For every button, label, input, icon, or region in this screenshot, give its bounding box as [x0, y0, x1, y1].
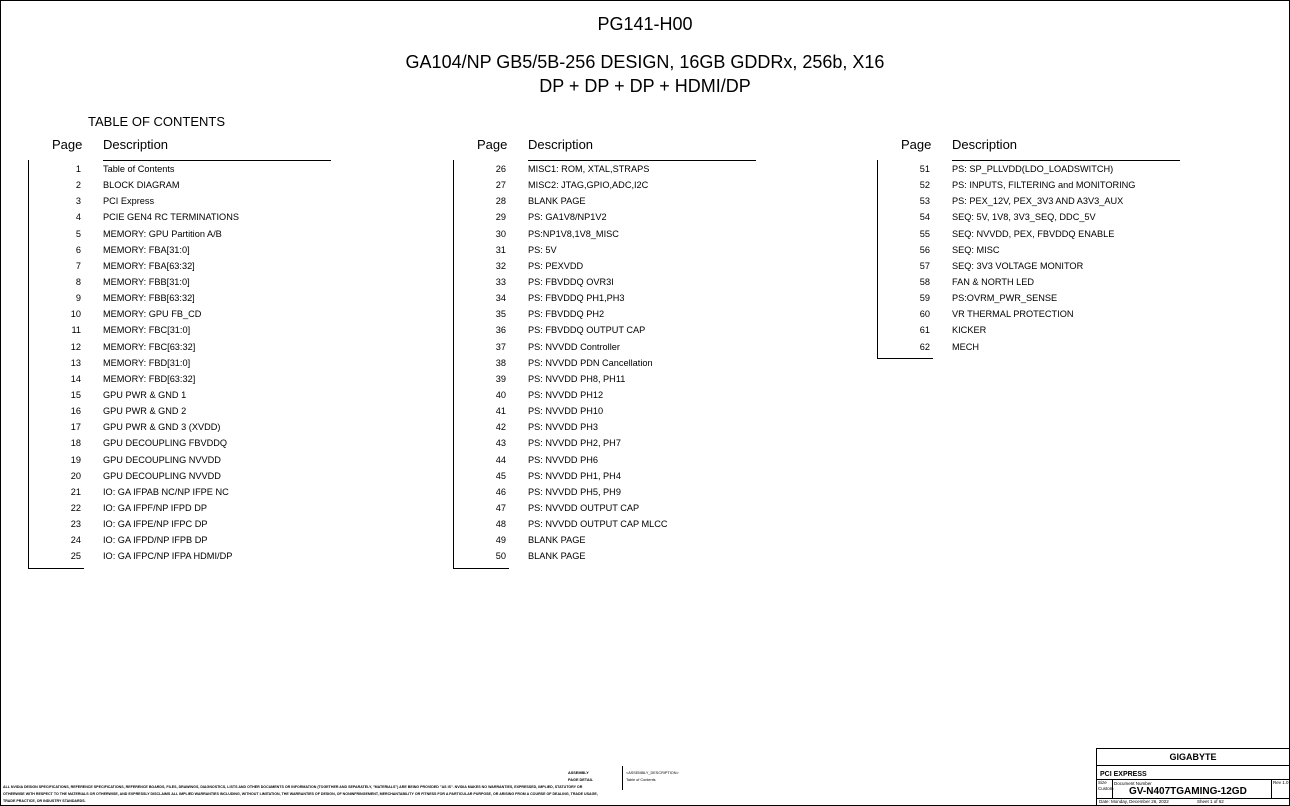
toc-description: PS: NVVDD PDN Cancellation [528, 357, 653, 368]
toc-heading: TABLE OF CONTENTS [88, 114, 225, 129]
toc-description: GPU DECOUPLING NVVDD [103, 470, 221, 481]
toc-description: GPU DECOUPLING FBVDDQ [103, 438, 228, 449]
toc-description: MEMORY: FBD[63:32] [103, 373, 196, 384]
toc-row [28, 532, 358, 548]
toc-row [28, 322, 358, 338]
toc-page-number: 9 [75, 293, 81, 304]
toc-description: MEMORY: FBB[63:32] [103, 293, 195, 304]
page-column-header: Page [477, 137, 508, 152]
description-column-header: Description [528, 137, 594, 152]
toc-page-number: 40 [495, 389, 506, 400]
description-column-header: Description [952, 137, 1018, 152]
toc-row [453, 500, 783, 516]
toc-row [28, 516, 358, 532]
toc-description: PS: NVVDD PH12 [528, 389, 604, 400]
toc-row [453, 484, 783, 500]
toc-page-number: 14 [70, 373, 81, 384]
toc-description: FAN & NORTH LED [952, 276, 1035, 287]
outputs-subtitle: DP + DP + DP + HDMI/DP [539, 76, 751, 96]
toc-page-number: 26 [495, 164, 506, 174]
design-subtitle: GA104/NP GB5/5B-256 DESIGN, 16GB GDDRx, 256b, X16 [405, 52, 885, 72]
toc-page-number: 55 [919, 228, 930, 239]
toc-page-number: 20 [70, 470, 81, 481]
toc-row [28, 193, 358, 209]
toc-description: PS: NVVDD PH6 [528, 454, 598, 465]
toc-description: SEQ: NVVDD, PEX, FBVDDQ ENABLE [952, 228, 1115, 239]
toc-description: GPU PWR & GND 1 [103, 389, 187, 400]
toc-row [877, 177, 1207, 193]
toc-description: MEMORY: FBA[31:0] [103, 244, 190, 255]
title-block-daterow [1097, 798, 1289, 805]
toc-row [877, 258, 1207, 274]
toc-description: KICKER [952, 325, 987, 336]
toc-row [877, 226, 1207, 242]
toc-page-number: 21 [70, 486, 81, 497]
toc-description: IO: GA IFPF/NP IFPD DP [103, 502, 207, 513]
toc-row [453, 339, 783, 355]
toc-description: PS: NVVDD PH5, PH9 [528, 486, 621, 497]
toc-row [453, 242, 783, 258]
toc-description: IO: GA IFPD/NP IFPB DP [103, 535, 208, 546]
toc-column-header [877, 135, 1207, 159]
toc-row [28, 355, 358, 371]
toc-description: Table of Contents [103, 164, 175, 174]
toc-page-number: 16 [70, 406, 81, 417]
toc-page-number: 23 [70, 519, 81, 530]
toc-page-number: 6 [75, 244, 81, 255]
toc-description: PS: NVVDD PH1, PH4 [528, 470, 621, 481]
docnum-label: Document Number [1114, 781, 1152, 786]
toc-description: PS: NVVDD PH3 [528, 422, 598, 433]
toc-description: PS: NVVDD Controller [528, 341, 620, 352]
toc-description: PS: FBVDDQ OUTPUT CAP [528, 325, 646, 336]
toc-row [877, 322, 1207, 338]
toc-page-number: 39 [495, 373, 506, 384]
toc-row [877, 339, 1207, 355]
toc-description: MEMORY: FBC[63:32] [103, 341, 196, 352]
toc-row [28, 242, 358, 258]
toc-description: PS: GA1V8/NP1V2 [528, 212, 607, 223]
title-block-title-text: PCI EXPRESS [1100, 771, 1147, 778]
toc-row [877, 306, 1207, 322]
toc-description: PS: INPUTS, FILTERING and MONITORING [952, 180, 1136, 191]
toc-page-number: 7 [75, 260, 81, 271]
toc-description: SEQ: 3V3 VOLTAGE MONITOR [952, 260, 1084, 271]
toc-row [453, 306, 783, 322]
toc-page-number: 19 [70, 454, 81, 465]
toc-page-number: 34 [495, 293, 506, 304]
toc-description: MEMORY: FBD[31:0] [103, 357, 191, 368]
toc-row [453, 258, 783, 274]
toc-description: MISC1: ROM, XTAL,STRAPS [528, 164, 650, 174]
toc-row [453, 387, 783, 403]
toc-row [453, 209, 783, 225]
toc-description: PCI Express [103, 196, 155, 207]
toc-page-number: 2 [75, 180, 81, 191]
toc-page-number: 57 [919, 260, 930, 271]
toc-page-number: 30 [495, 228, 506, 239]
toc-page-number: 22 [70, 502, 81, 513]
toc-row [28, 435, 358, 451]
toc-description: BLANK PAGE [528, 535, 586, 546]
toc-page-number: 13 [70, 357, 81, 368]
toc-page-number: 60 [919, 309, 930, 320]
toc-page-number: 18 [70, 438, 81, 449]
title-block-docrow [1097, 780, 1289, 799]
toc-page-number: 27 [495, 180, 506, 191]
toc-row [28, 387, 358, 403]
toc-row [28, 403, 358, 419]
toc-row [28, 258, 358, 274]
size-cell: Size Custom [1097, 780, 1113, 798]
toc-description: PS: NVVDD PH8, PH11 [528, 373, 626, 384]
title-block-title [1097, 765, 1289, 780]
toc-description: MEMORY: GPU Partition A/B [103, 228, 222, 239]
toc-description: MEMORY: FBA[63:32] [103, 260, 195, 271]
toc-column-header [28, 135, 358, 159]
toc-page-number: 38 [495, 357, 506, 368]
toc-row [28, 290, 358, 306]
description-column-header: Description [103, 137, 169, 152]
toc-description: MISC2: JTAG,GPIO,ADC,I2C [528, 180, 649, 191]
toc-row [28, 306, 358, 322]
toc-page-number: 48 [495, 519, 506, 530]
toc-row [877, 274, 1207, 290]
toc-description: BLANK PAGE [528, 196, 586, 207]
toc-description: PS: NVVDD PH10 [528, 406, 604, 417]
legal-disclaimer: ALL NVIDIA DESIGN SPECIFICATIONS, REFERENCE SPECIFICATIONS, REFERENCE BOARDS, FILES, DRAWINGS, DIAGNOSTICS, LISTS AND OTHER DOCUMENTS OR INFORMATION (TOGETHER AND SEPARATELY, "MATERIALS") ARE BEING PROVIDED "AS IS". NVIDIA MAKES NO WARRANTIES, EXPRESSED, IMPLIED, STATUTORY OR OTHERWISE WITH RESPECT TO THE MATERIALS OR OTHERWISE, AND EXPRESSLY DISCLAIMS ALL IMPLIED WARRANTIES INCLUDING, WITHOUT LIMITATION, THE WARRANTIES OF DESIGN, OF NONINFRINGEMENT, MERCHANTABILITY OR FITNESS FOR A PARTICULAR PURPOSE, OR ARISING FROM A COURSE OF DEALING, TRADE USAGE, TRADE PRACTICE, OR INDUSTRY STANDARDS. [3, 785, 598, 803]
toc-row [453, 177, 783, 193]
toc-description: GPU PWR & GND 3 (XVDD) [103, 422, 221, 433]
toc-page-number: 62 [919, 341, 930, 352]
toc-row [28, 161, 358, 177]
page-detail-label: PAGE DETAIL [568, 778, 593, 782]
toc-description: MEMORY: FBC[31:0] [103, 325, 191, 336]
toc-page-number: 15 [70, 389, 81, 400]
assembly-labels [568, 770, 593, 784]
toc-page-number: 46 [495, 486, 506, 497]
toc-row [453, 161, 783, 177]
toc-row [453, 355, 783, 371]
toc-page-number: 10 [70, 309, 81, 320]
toc-page-number: 5 [75, 228, 81, 239]
toc-row [28, 209, 358, 225]
toc-description: IO: GA IFPC/NP IFPA HDMI/DP [103, 551, 233, 562]
page-column-header: Page [901, 137, 932, 152]
toc-page-number: 35 [495, 309, 506, 320]
toc-page-number: 52 [919, 180, 930, 191]
toc-page-number: 58 [919, 276, 930, 287]
assembly-label: ASSEMBLY [568, 771, 589, 775]
toc-page-number: 45 [495, 470, 506, 481]
toc-description: IO: GA IFPE/NP IFPC DP [103, 519, 208, 530]
toc-page-number: 4 [75, 212, 81, 223]
toc-page-number: 24 [70, 535, 81, 546]
toc-page-number: 53 [919, 196, 930, 207]
toc-page-number: 11 [71, 325, 81, 336]
toc-row [453, 322, 783, 338]
toc-description: PS: NVVDD PH2, PH7 [528, 438, 621, 449]
page-column-header: Page [52, 137, 83, 152]
toc-page-number: 56 [919, 244, 930, 255]
toc-description: BLOCK DIAGRAM [103, 180, 180, 191]
toc-description: MEMORY: GPU FB_CD [103, 309, 202, 320]
toc-description: PS:OVRM_PWR_SENSE [952, 293, 1058, 304]
toc-row [28, 226, 358, 242]
toc-page-number: 59 [919, 293, 930, 304]
toc-page-number: 12 [70, 341, 81, 352]
rev-cell: Rev 1.0 [1271, 780, 1289, 798]
toc-row [877, 161, 1207, 177]
toc-description: MEMORY: FBB[31:0] [103, 276, 190, 287]
toc-page-number: 47 [495, 502, 506, 513]
assembly-values [626, 770, 679, 784]
toc-list [877, 161, 1207, 355]
toc-page-number: 25 [70, 551, 81, 562]
toc-list [453, 161, 783, 565]
toc-page-number: 33 [495, 276, 506, 287]
toc-column-2 [453, 135, 783, 562]
toc-description: PS: FBVDDQ PH1,PH3 [528, 293, 625, 304]
toc-row [28, 500, 358, 516]
toc-description: MECH [952, 341, 980, 352]
toc-row [453, 468, 783, 484]
toc-row [453, 403, 783, 419]
toc-page-number: 54 [919, 212, 930, 223]
toc-page-number: 41 [495, 406, 506, 417]
toc-column-header [453, 135, 783, 159]
title-block [1096, 748, 1290, 806]
toc-page-number: 37 [495, 341, 506, 352]
toc-description: GPU DECOUPLING NVVDD [103, 454, 221, 465]
toc-description: PS: NVVDD OUTPUT CAP [528, 502, 640, 513]
toc-row [28, 339, 358, 355]
toc-description: PS: PEXVDD [528, 260, 584, 271]
toc-page-number: 17 [70, 422, 81, 433]
page-detail-value: Table of Contents [626, 778, 656, 782]
toc-row [28, 484, 358, 500]
toc-row [453, 548, 783, 564]
toc-description: PS: FBVDDQ OVR3I [528, 276, 614, 287]
toc-page-number: 50 [495, 551, 506, 562]
sheet-text: Sheet 1 of 62 [1197, 799, 1224, 804]
date-text: Date: Monday, December 26, 2022 [1099, 799, 1169, 804]
toc-row [453, 371, 783, 387]
toc-row [453, 532, 783, 548]
toc-list [28, 161, 358, 565]
toc-row [28, 419, 358, 435]
toc-row [877, 242, 1207, 258]
toc-page-number: 61 [919, 325, 930, 336]
toc-page-number: 36 [495, 325, 506, 336]
toc-description: PS: 5V [528, 244, 557, 255]
toc-row [877, 193, 1207, 209]
toc-column-3 [877, 135, 1207, 352]
toc-page-number: 42 [495, 422, 506, 433]
toc-row [453, 193, 783, 209]
assembly-value: <ASSEMBLY_DESCRIPTION> [626, 771, 679, 775]
toc-row [28, 548, 358, 564]
toc-page-number: 3 [75, 196, 81, 207]
toc-description: BLANK PAGE [528, 551, 586, 562]
toc-row [28, 274, 358, 290]
toc-row [28, 371, 358, 387]
toc-page-number: 51 [919, 164, 930, 174]
toc-description: PS: FBVDDQ PH2 [528, 309, 605, 320]
toc-row [877, 209, 1207, 225]
toc-page-number: 43 [495, 438, 506, 449]
toc-description: SEQ: 5V, 1V8, 3V3_SEQ, DDC_5V [952, 212, 1096, 223]
toc-description: SEQ: MISC [952, 244, 1000, 255]
toc-row [453, 226, 783, 242]
toc-row [453, 274, 783, 290]
toc-row [453, 435, 783, 451]
toc-page-number: 1 [75, 164, 81, 174]
toc-page-number: 29 [495, 212, 506, 223]
document-number: GV-N407TGAMING-12GD [1129, 786, 1247, 797]
toc-description: PS:NP1V8,1V8_MISC [528, 228, 619, 239]
toc-row [453, 290, 783, 306]
toc-description: PS: NVVDD OUTPUT CAP MLCC [528, 519, 668, 530]
toc-row [453, 419, 783, 435]
toc-row [28, 452, 358, 468]
assembly-divider [622, 766, 623, 790]
toc-page-number: 28 [495, 196, 506, 207]
toc-description: PS: SP_PLLVDD(LDO_LOADSWITCH) [952, 164, 1114, 174]
page-title: PG141-H00 [597, 14, 693, 34]
toc-description: GPU PWR & GND 2 [103, 406, 187, 417]
toc-description: VR THERMAL PROTECTION [952, 309, 1074, 320]
toc-page-number: 32 [495, 260, 506, 271]
toc-page-number: 44 [495, 454, 506, 465]
toc-row [453, 516, 783, 532]
toc-row [453, 452, 783, 468]
toc-page-number: 49 [495, 535, 506, 546]
toc-page-number: 8 [75, 276, 81, 287]
toc-row [877, 290, 1207, 306]
toc-row [28, 468, 358, 484]
toc-row [28, 177, 358, 193]
toc-column-1 [28, 135, 358, 562]
toc-description: PCIE GEN4 RC TERMINATIONS [103, 212, 239, 223]
toc-page-number: 31 [495, 244, 506, 255]
brand-logo-text: GIGABYTE [1097, 749, 1289, 766]
toc-description: IO: GA IFPAB NC/NP IFPE NC [103, 486, 229, 497]
toc-description: PS: PEX_12V, PEX_3V3 AND A3V3_AUX [952, 196, 1124, 207]
